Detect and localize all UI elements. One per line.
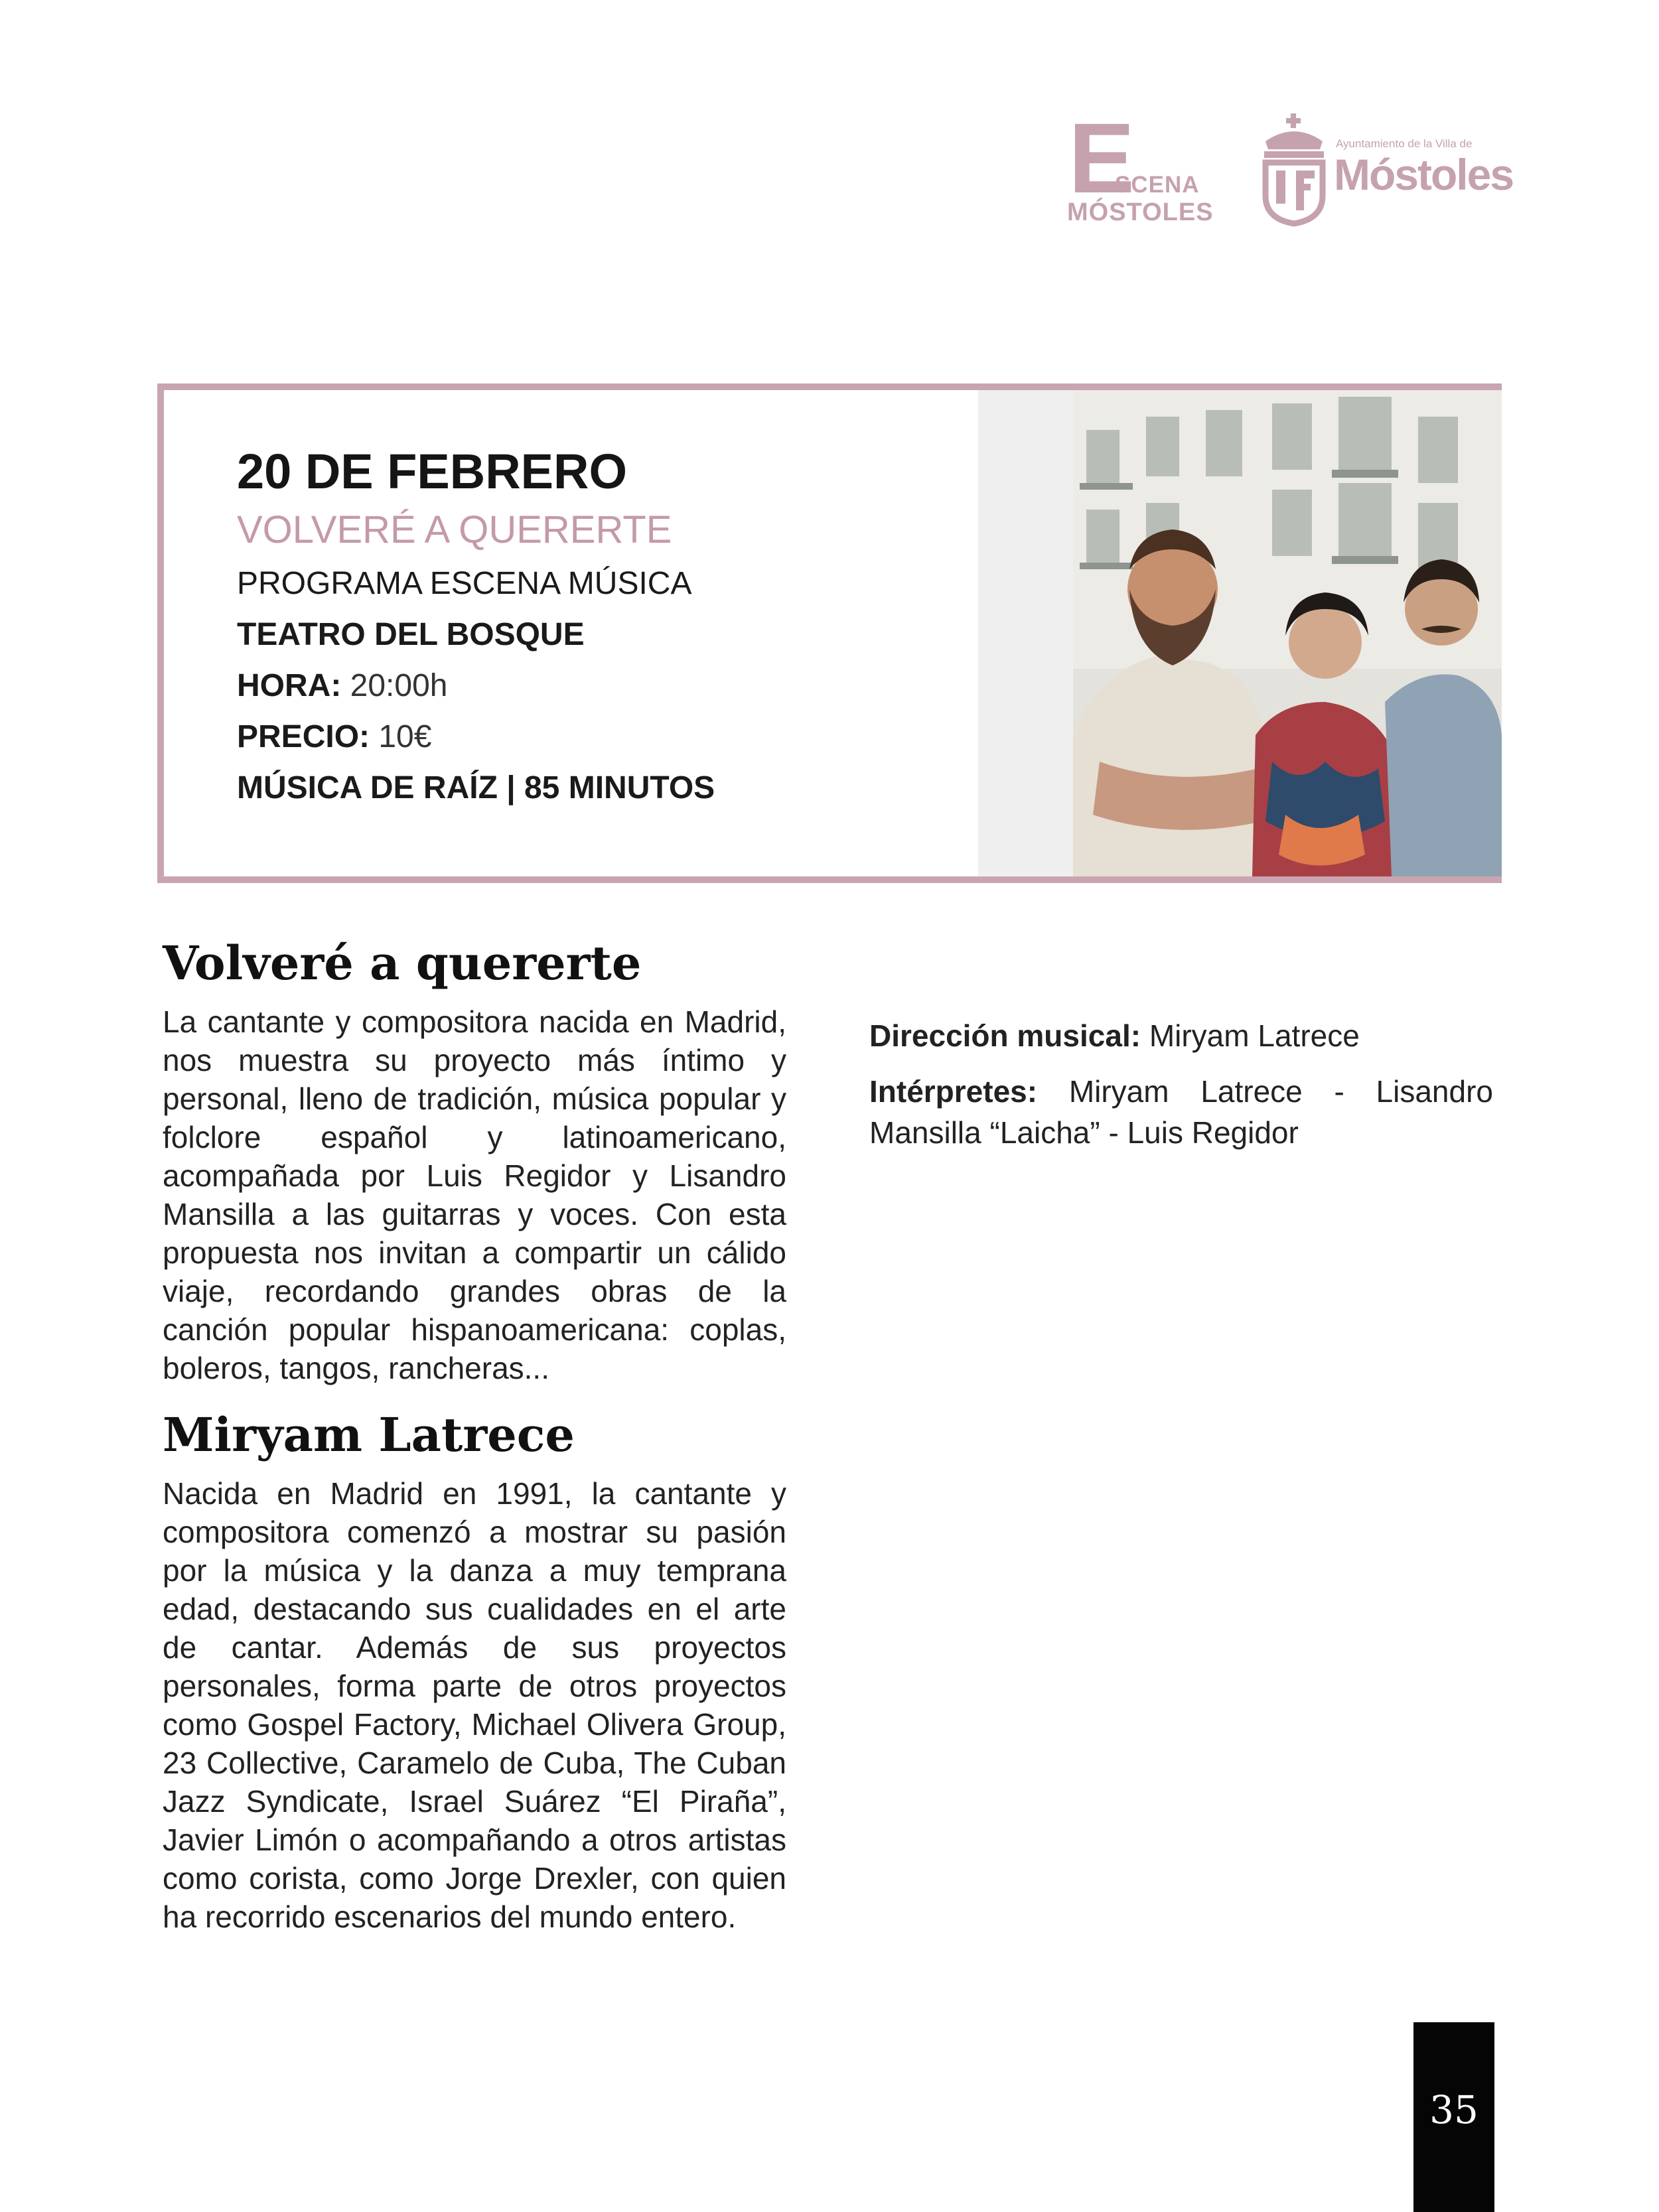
artist-heading: Miryam Latrece [163, 1407, 575, 1462]
event-price-label: PRECIO: [237, 719, 370, 754]
show-description: La cantante y compositora nacida en Madrid, nos muestra su proyecto más íntimo y personal, lleno de tradición, música popular y folclore español y latinoamericano, acompañada por Luis Regidor y Lisandro Mansilla a las guitarras y voces. Con esta propuesta nos invitan a compartir un cálido viaje, recordando grandes obras de la canción popular hispanoamericana: coplas, boleros, tangos, rancheras... [163, 1004, 786, 1385]
artists-photo [1073, 390, 1502, 876]
credit-direction [869, 1015, 1493, 1056]
header-logos [1062, 102, 1514, 236]
event-time-value: 20:00h [350, 668, 448, 703]
event-info [237, 443, 715, 821]
credit-performers-label: Intérpretes: [869, 1074, 1038, 1109]
crown-shield-icon [1258, 109, 1331, 229]
credit-performers [869, 1071, 1493, 1153]
artists-photo-illustration [1073, 390, 1502, 876]
event-date: 20 DE FEBRERO [237, 444, 628, 499]
ayuntamiento-logo-caption: Ayuntamiento de la Villa de [1336, 137, 1473, 150]
page-number-box [1413, 2022, 1494, 2212]
event-price-value: 10€ [378, 719, 432, 754]
left-column [163, 935, 786, 1956]
grey-strip [978, 390, 1073, 876]
ayuntamiento-logo-city: Móstoles [1334, 150, 1514, 199]
event-program: PROGRAMA ESCENA MÚSICA [237, 566, 692, 601]
event-price [237, 719, 715, 755]
event-genre-duration: MÚSICA DE RAÍZ | 85 MINUTOS [237, 770, 715, 805]
credit-performers-value: Miryam Latrece - Lisandro Mansilla “Laicha” - Luis Regidor [869, 1074, 1493, 1150]
page-number: 35 [1429, 2087, 1479, 2132]
right-column [869, 1015, 1493, 1168]
escena-mostoles-logo [1062, 102, 1214, 231]
event-title: VOLVERÉ A QUERERTE [237, 508, 672, 551]
escena-logo-city: MÓSTOLES [1067, 198, 1214, 226]
credit-direction-value: Miryam Latrece [1149, 1018, 1360, 1053]
ayuntamiento-logo [1258, 109, 1523, 229]
event-card [157, 383, 1502, 883]
event-time-label: HORA: [237, 668, 342, 703]
event-time [237, 667, 715, 704]
credit-direction-label: Dirección musical: [869, 1018, 1141, 1053]
show-heading: Volveré a quererte [163, 935, 642, 991]
escena-logo-word: SCENA [1115, 172, 1200, 198]
event-venue: TEATRO DEL BOSQUE [237, 617, 585, 652]
escena-logo-letter: E [1068, 102, 1135, 214]
artist-biography: Nacida en Madrid en 1991, la cantante y compositora comenzó a mostrar su pasión por la música y la danza a muy temprana edad, destacando sus cualidades en el arte de cantar. Además de sus proyectos personales, forma parte de otros proyectos como Gospel Factory, Michael Olivera Group, 23 Collective, Caramelo de Cuba, The Cuban Jazz Syndicate, Israel Suárez “El Piraña”, Javier Limón o acompañando a otros artistas como corista, como Jorge Drexler, con quien ha recorrido escenarios del mundo entero. [163, 1476, 786, 1934]
